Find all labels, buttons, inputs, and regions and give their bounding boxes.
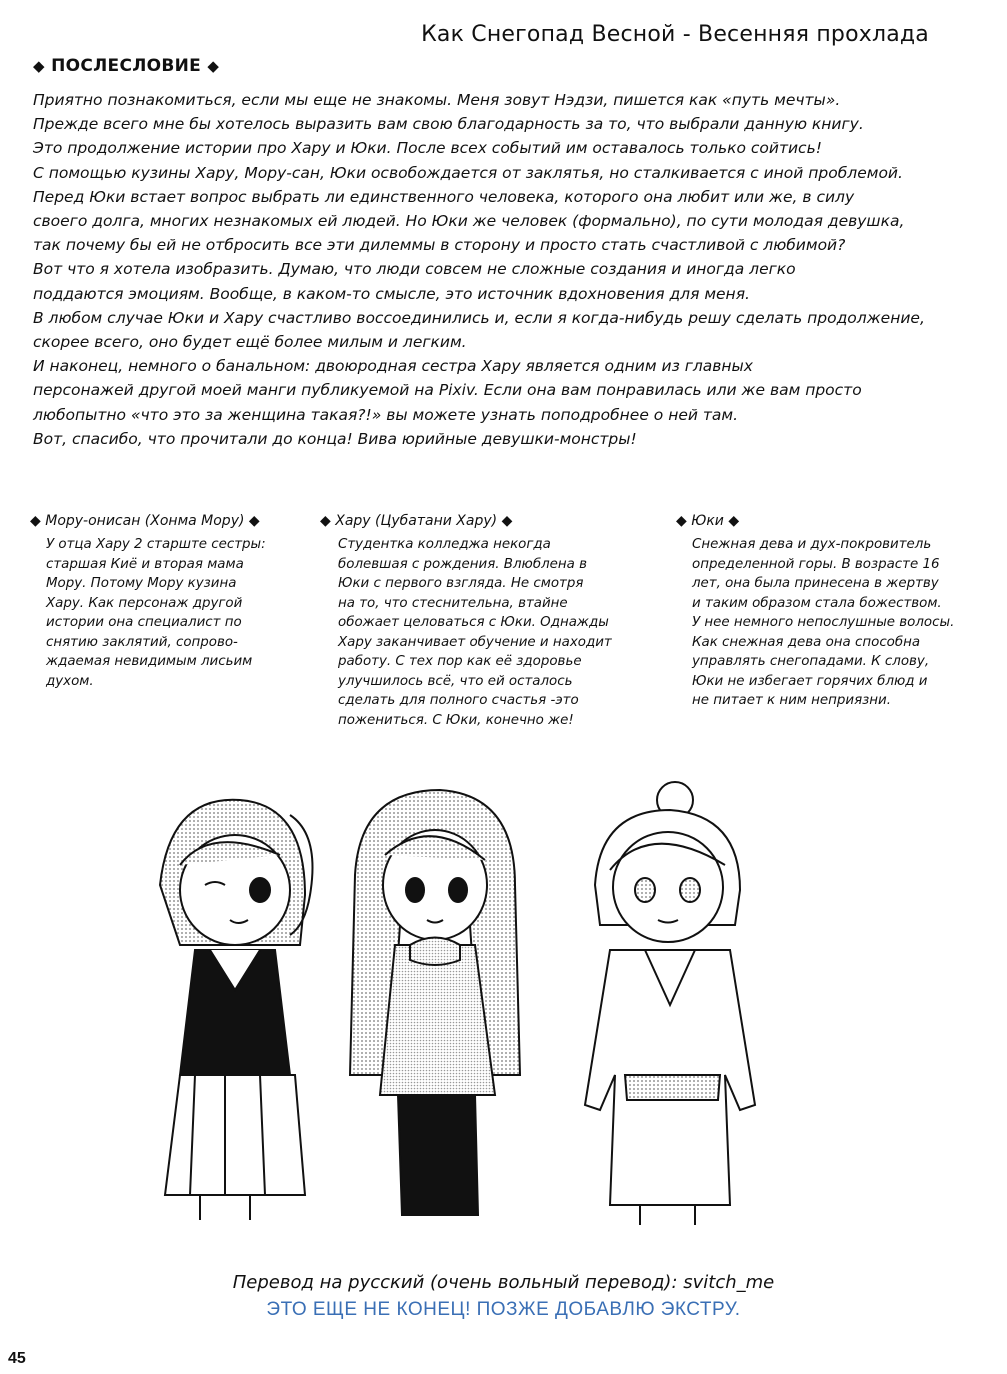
character-heading xyxy=(30,513,266,529)
extra-notice: ЭТО ЕЩЕ НЕ КОНЕЦ! ПОЗЖЕ ДОБАВЛЮ ЭКСТРУ. xyxy=(266,1299,741,1320)
character-card-haru xyxy=(320,513,612,730)
description-line: Мору. Потому Мору кузина xyxy=(46,576,237,591)
page-number: 45 xyxy=(8,1350,26,1367)
character-description xyxy=(338,535,612,730)
afterword-line: Перед Юки встает вопрос выбрать ли единственного человека, которого она любит или же, в силу xyxy=(33,187,855,206)
moru-figure xyxy=(160,800,313,1220)
diamond-icon: ◆ xyxy=(30,513,41,529)
description-line: снятию заклятий, сопрово- xyxy=(46,634,238,650)
character-name: Мору-онисан (Хонма Мору) xyxy=(45,513,245,529)
diamond-icon: ◆ xyxy=(501,513,513,529)
character-heading xyxy=(320,513,612,529)
afterword-text xyxy=(33,88,983,451)
description-line: Снежная дева и дух-покровитель xyxy=(692,537,932,552)
diamond-icon: ◆ xyxy=(33,57,45,75)
description-line: обожает целоваться с Юки. Однажды xyxy=(338,615,609,630)
afterword-line: Это продолжение истории про Хару и Юки. После всех событий им оставалось только сойтись! xyxy=(33,139,822,158)
diamond-icon: ◆ xyxy=(728,513,740,529)
afterword-line: Приятно познакомиться, если мы еще не знакомы. Меня зовут Нэдзи, пишется как «путь мечты». xyxy=(33,91,841,109)
description-line: не питает к ним неприязни. xyxy=(692,693,892,708)
afterword-line: персонажей другой моей манги публикуемой на Pixiv. Если она вам понравилась или же вам просто xyxy=(33,381,862,400)
diamond-icon: ◆ xyxy=(676,513,687,529)
description-line: лет, она была принесена в жертву xyxy=(692,576,939,591)
afterword-line: Вот что я хотела изобразить. Думаю, что люди совсем не сложные создания и иногда легко xyxy=(33,260,796,279)
afterword-line: поддаются эмоциям. Вообще, в каком-то смысле, это источник вдохновения для меня. xyxy=(33,284,750,303)
character-card-moru xyxy=(30,513,266,691)
character-description xyxy=(692,535,954,711)
description-line: и таким образом стала божеством. xyxy=(692,595,942,611)
afterword-line: И наконец, немного о банальном: двоюродная сестра Хару является одним из главных xyxy=(33,357,753,376)
character-name: Хару (Цубатани Хару) xyxy=(335,513,498,529)
series-title: Как Снегопад Весной - Весенняя прохлада xyxy=(421,22,929,47)
description-line: сделать для полного счастья -это xyxy=(338,693,579,708)
description-line: духом. xyxy=(46,673,94,689)
afterword-line: В любом случае Юки и Хару счастливо воссоединились и, если я когда-нибудь решу сделать продолжение, xyxy=(33,308,925,327)
character-description xyxy=(46,535,266,691)
description-line: Юки не избегает горячих блюд и xyxy=(692,673,928,689)
afterword-line: своего долга, многих незнакомых ей людей. Но Юки же человек (формально), по сути молодая девушка, xyxy=(33,212,905,231)
description-line: Юки с первого взгляда. Не смотря xyxy=(338,576,584,591)
description-line: болевшая с рождения. Влюблена в xyxy=(338,556,587,572)
description-line: на то, что стеснительна, втайне xyxy=(338,595,568,611)
afterword-line: Прежде всего мне бы хотелось выразить вам свою благодарность за то, что выбрали данную книгу. xyxy=(33,115,864,134)
character-heading xyxy=(676,513,954,529)
description-line: Хару. Как персонаж другой xyxy=(46,595,243,611)
afterword-line: так почему бы ей не отбросить все эти дилеммы в сторону и просто стать счастливой с любимой? xyxy=(33,236,846,255)
diamond-icon: ◆ xyxy=(320,513,331,529)
yuki-figure xyxy=(585,782,755,1225)
afterword-line: С помощью кузины Хару, Мору-сан, Юки освобождается от заклятья, но сталкивается с иной проблемой. xyxy=(33,163,903,182)
diamond-icon: ◆ xyxy=(248,513,260,529)
haru-figure xyxy=(350,790,520,1215)
character-name: Юки xyxy=(691,513,724,529)
afterword-line: Вот, спасибо, что прочитали до конца! Вива юрийные девушки-монстры! xyxy=(33,429,637,448)
description-line: истории она специалист по xyxy=(46,615,242,630)
description-line: управлять снегопадами. К слову, xyxy=(692,654,930,669)
afterword-line: любопытно «что это за женщина такая?!» вы можете узнать поподробнее о ней там. xyxy=(33,405,739,424)
character-card-yuki xyxy=(676,513,954,711)
description-line: У нее немного непослушные волосы. xyxy=(692,615,955,630)
description-line: Как снежная дева она способна xyxy=(692,634,921,650)
description-line: Студентка колледжа некогда xyxy=(338,537,551,552)
description-line: ждаемая невидимым лисьим xyxy=(46,654,253,669)
description-line: пожениться. С Юки, конечно же! xyxy=(338,712,574,728)
description-line: старшая Киё и вторая мама xyxy=(46,556,244,572)
description-line: улучшилось всё, что ей осталось xyxy=(338,673,573,689)
section-title-text: ПОСЛЕСЛОВИЕ xyxy=(51,56,202,76)
description-line: У отца Хару 2 старште сестры: xyxy=(46,537,266,552)
translation-credit: Перевод на русский (очень вольный перевод): svitch_me xyxy=(232,1272,775,1293)
diamond-icon: ◆ xyxy=(207,57,220,75)
section-title xyxy=(33,56,219,76)
description-line: работу. С тех пор как её здоровье xyxy=(338,654,582,669)
character-illustration xyxy=(140,775,780,1235)
description-line: Хару заканчивает обучение и находит xyxy=(338,634,612,650)
afterword-line: скорее всего, оно будет ещё более милым и легким. xyxy=(33,333,467,352)
description-line: определенной горы. В возрасте 16 xyxy=(692,556,940,572)
